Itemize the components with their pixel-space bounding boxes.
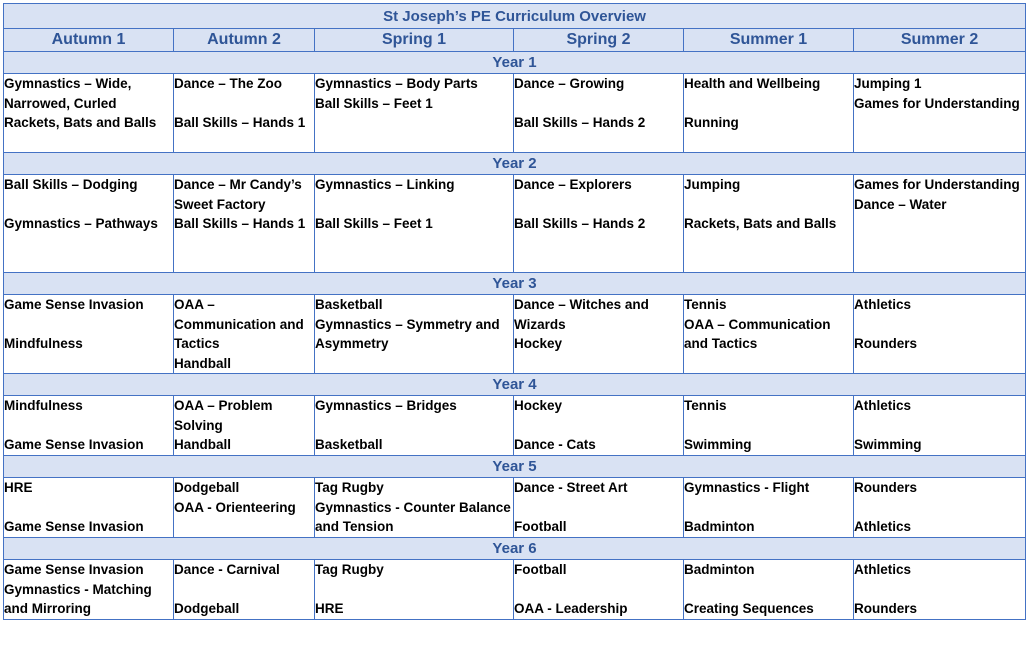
table-cell: Rounders Athletics [854, 478, 1026, 538]
column-header-autumn-2: Autumn 2 [174, 29, 315, 52]
title-row [4, 4, 1026, 29]
table-cell: Dance – The Zoo Ball Skills – Hands 1 [174, 74, 315, 153]
table-cell: Dance - Street Art Football [514, 478, 684, 538]
table-cell: Athletics Rounders [854, 560, 1026, 620]
table-cell: Dance – Explorers Ball Skills – Hands 2 [514, 175, 684, 273]
column-header-summer-1: Summer 1 [684, 29, 854, 52]
year-header-row [4, 52, 1026, 74]
table-cell: Tennis Swimming [684, 396, 854, 456]
table-cell: Hockey Dance - Cats [514, 396, 684, 456]
table-cell: OAA – Problem Solving Handball [174, 396, 315, 456]
year-label: Year 1 [4, 52, 1026, 74]
table-cell: Basketball Gymnastics – Symmetry and Asymmetry [315, 295, 514, 374]
year-header-row [4, 456, 1026, 478]
year-label: Year 5 [4, 456, 1026, 478]
table-cell: Gymnastics - Flight Badminton [684, 478, 854, 538]
table-title: St Joseph’s PE Curriculum Overview [4, 4, 1026, 29]
column-header-summer-2: Summer 2 [854, 29, 1026, 52]
table-row [4, 396, 1026, 456]
table-cell: Game Sense Invasion Gymnastics - Matching and Mirroring [4, 560, 174, 620]
table-cell: Dance – Growing Ball Skills – Hands 2 [514, 74, 684, 153]
table-cell: Ball Skills – Dodging Gymnastics – Pathways [4, 175, 174, 273]
column-header-spring-2: Spring 2 [514, 29, 684, 52]
table-cell: Tag Rugby HRE [315, 560, 514, 620]
year-header-row [4, 538, 1026, 560]
year-header-row [4, 374, 1026, 396]
table-cell: Tag Rugby Gymnastics - Counter Balance and Tension [315, 478, 514, 538]
curriculum-table [3, 3, 1026, 620]
table-cell: Dance - Carnival Dodgeball [174, 560, 315, 620]
table-cell: Jumping 1 Games for Understanding [854, 74, 1026, 153]
table-row [4, 560, 1026, 620]
table-cell: Game Sense Invasion Mindfulness [4, 295, 174, 374]
table-cell: Mindfulness Game Sense Invasion [4, 396, 174, 456]
column-header-row [4, 29, 1026, 52]
table-cell: Jumping Rackets, Bats and Balls [684, 175, 854, 273]
table-cell: Health and Wellbeing Running [684, 74, 854, 153]
table-cell: HRE Game Sense Invasion [4, 478, 174, 538]
table-cell: Dance – Witches and Wizards Hockey [514, 295, 684, 374]
table-cell: Tennis OAA – Communication and Tactics [684, 295, 854, 374]
year-label: Year 3 [4, 273, 1026, 295]
column-header-autumn-1: Autumn 1 [4, 29, 174, 52]
table-cell: Athletics Rounders [854, 295, 1026, 374]
table-cell: Badminton Creating Sequences [684, 560, 854, 620]
table-cell: OAA – Communication and Tactics Handball [174, 295, 315, 374]
table-row [4, 295, 1026, 374]
table-cell: Football OAA - Leadership [514, 560, 684, 620]
year-header-row [4, 153, 1026, 175]
table-cell: Dodgeball OAA - Orienteering [174, 478, 315, 538]
year-label: Year 6 [4, 538, 1026, 560]
year-label: Year 4 [4, 374, 1026, 396]
table-row [4, 478, 1026, 538]
table-cell: Gymnastics – Bridges Basketball [315, 396, 514, 456]
table-row [4, 74, 1026, 153]
table-cell: Athletics Swimming [854, 396, 1026, 456]
table-cell: Gymnastics – Wide, Narrowed, Curled Rackets, Bats and Balls [4, 74, 174, 153]
table-cell: Gymnastics – Body Parts Ball Skills – Feet 1 [315, 74, 514, 153]
table-cell: Dance – Mr Candy’s Sweet Factory Ball Skills – Hands 1 [174, 175, 315, 273]
year-label: Year 2 [4, 153, 1026, 175]
table-cell: Gymnastics – Linking Ball Skills – Feet 1 [315, 175, 514, 273]
table-row [4, 175, 1026, 273]
year-header-row [4, 273, 1026, 295]
table-cell: Games for Understanding Dance – Water [854, 175, 1026, 273]
column-header-spring-1: Spring 1 [315, 29, 514, 52]
